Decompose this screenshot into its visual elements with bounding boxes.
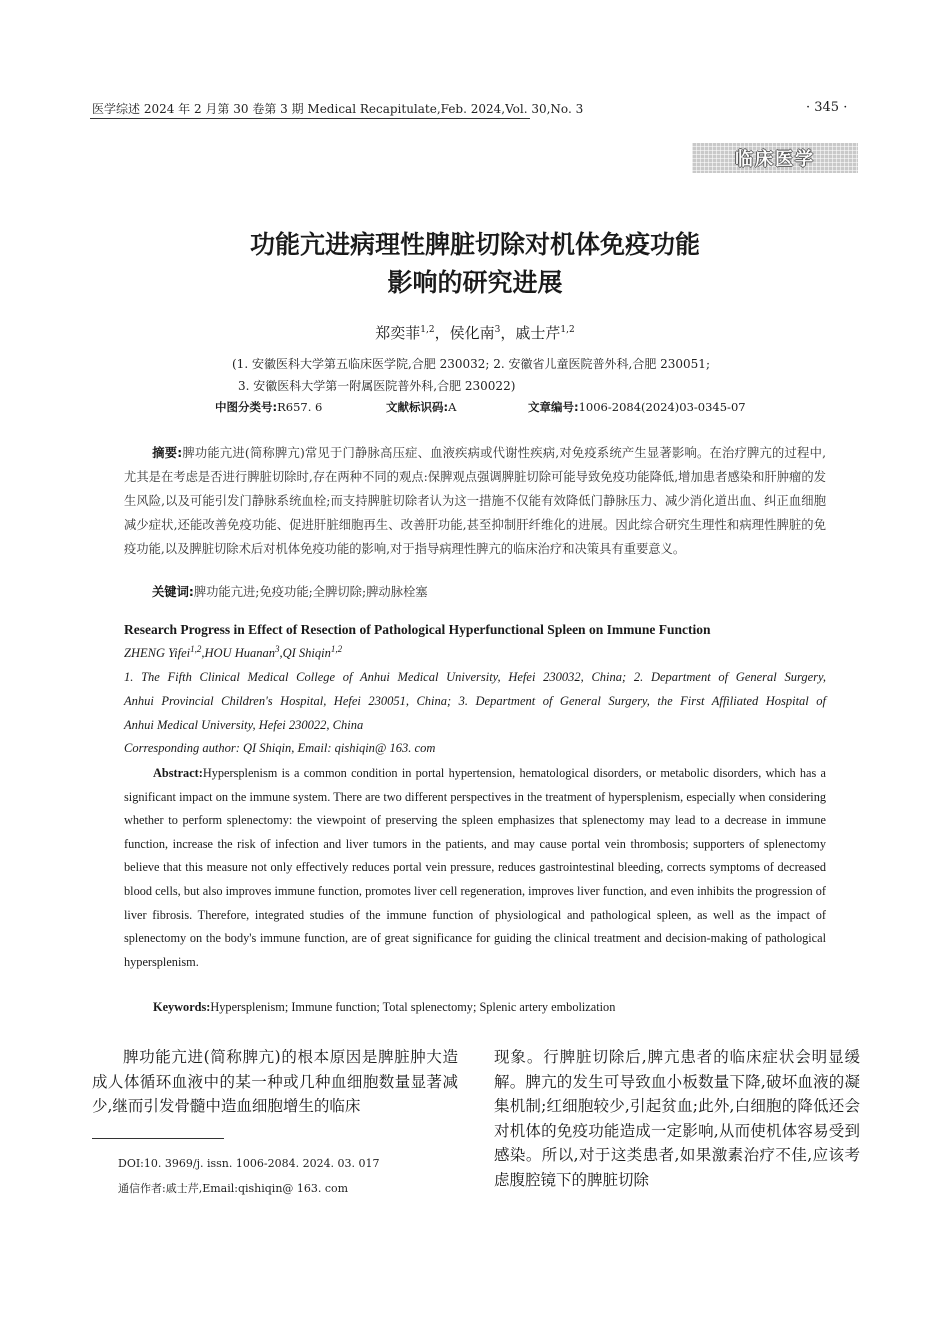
doc-label: 文献标识码: [386, 400, 449, 414]
art-value: 1006-2084(2024)03-0345-07 [578, 400, 746, 414]
author-3: 戚士芹 [515, 324, 561, 342]
keywords-en [153, 1000, 615, 1015]
title-line-2: 影响的研究进展 [387, 268, 563, 297]
clc-label: 中图分类号: [215, 400, 278, 414]
en-author-3: QI Shiqin [282, 646, 331, 660]
footnote-corresponding: 通信作者:戚士芹,Email:qishiqin@ 163. com [118, 1182, 349, 1195]
keywords-cn-text: 脾功能亢进;免疫功能;全脾切除;脾动脉栓塞 [193, 585, 428, 599]
footnote-doi: DOI:10. 3969/j. issn. 1006-2084. 2024. 03. 017 [118, 1157, 380, 1170]
abstract-en [124, 762, 826, 974]
author-3-affil: 1,2 [560, 325, 575, 335]
footnote-rule [92, 1138, 224, 1139]
author-sep: ， [434, 324, 450, 342]
abstract-cn-label: 摘要: [152, 446, 183, 460]
art-label: 文章编号: [528, 400, 579, 414]
en-author-2: HOU Huanan [204, 646, 275, 660]
clc-value: R657. 6 [277, 400, 323, 414]
english-affiliation-line-2: Anhui Provincial Children's Hospital, Hefei 230051, China; 3. Department of General Surgery, the First Affiliated Hospital of [124, 694, 826, 708]
author-2-affil: 3 [494, 325, 501, 335]
body-column-left: 脾功能亢进(简称脾亢)的根本原因是脾脏肿大造成人体循环血液中的某一种或几种血细胞数量显著减少,继而引发骨髓中造血细胞增生的临床 [92, 1048, 458, 1115]
en-author-sep: , [279, 646, 283, 660]
header-rule [90, 118, 530, 119]
section-tag-label: 临床医学 [735, 149, 815, 170]
en-author-1: ZHENG Yifei [124, 646, 191, 660]
affiliation-line-1: (1. 安徽医科大学第五临床医学院,合肥 230032; 2. 安徽省儿童医院普外科,合肥 230051; [232, 357, 710, 371]
en-author-sep: , [201, 646, 205, 660]
keywords-en-label: Keywords: [153, 1000, 211, 1014]
abstract-cn [124, 441, 826, 561]
english-affiliation-line-3: Anhui Medical University, Hefei 230022, China [124, 718, 364, 732]
english-title: Research Progress in Effect of Resection of Pathological Hyperfunctional Spleen on Immune Function [124, 622, 711, 637]
affiliation-line-2: 3. 安徽医科大学第一附属医院普外科,合肥 230022) [238, 379, 516, 393]
section-tag [692, 143, 858, 173]
abstract-en-label: Abstract: [153, 766, 203, 780]
keywords-en-text: Hypersplenism; Immune function; Total splenectomy; Splenic artery embolization [210, 1000, 616, 1014]
article-number [528, 399, 746, 415]
body-column-right: 现象。行脾脏切除后,脾亢患者的临床症状会明显缓解。脾亢的发生可导致血小板数量下降,破坏血液的凝集机制;红细胞较少,引起贫血;此外,白细胞的降低还会对机体的免疫功能造成一定影响,从而使机体容易受到感染。所以,对于这类患者,如果激素治疗不佳,应该考虑腹腔镜下的脾脏切除 [494, 1048, 860, 1189]
en-author-1-affil: 1,2 [190, 643, 202, 654]
document-code [386, 399, 456, 415]
author-1: 郑奕菲 [375, 324, 421, 342]
author-sep: ， [500, 324, 516, 342]
author-list [0, 322, 950, 343]
english-affiliation-line-1: 1. The Fifth Clinical Medical College of Anhui Medical University, Hefei 230032, China; 2. Department of General Surgery, [124, 670, 826, 684]
english-authors [124, 643, 343, 661]
doc-value: A [448, 400, 457, 414]
en-author-2-affil: 3 [274, 643, 280, 654]
keywords-cn [152, 582, 428, 600]
author-1-affil: 1,2 [420, 325, 435, 335]
corresponding-author: Corresponding author: QI Shiqin, Email: qishiqin@ 163. com [124, 741, 436, 755]
running-header: 医学综述 2024 年 2 月第 30 卷第 3 期 Medical Recapitulate,Feb. 2024,Vol. 30,No. 3 [92, 102, 584, 116]
page-number: · 345 · [806, 100, 848, 115]
title-line-1: 功能亢进病理性脾脏切除对机体免疫功能 [249, 230, 700, 259]
en-author-3-affil: 1,2 [330, 643, 343, 654]
abstract-en-text: Hypersplenism is a common condition in portal hypertension, hematological disorders, or metabolic disorders, which has a significant impact on the immune system. There are two different perspectives in the treatment of hypersplenism, especially when considering whether to perform splenectomy: the viewpoint of preserving the spleen emphasizes that splenectomy may lead to a decrease in immune function, increase the risk of infection and liver tumors in the patients, and may cause portal vein thrombosis; supporters of splenectomy believe that this measure not only effectively reduces portal vein pressure, reduces gastrointestinal bleeding, corrects symptoms of decreased blood cells, but also improves immune function, promotes liver cell regeneration, improves liver function, and even inhibits the progression of liver fibrosis. Therefore, integrated studies of the immune function of physiological and pathological spleen, as well as the impact of splenectomy on the body's immune function, are of great significance for guiding the clinical treatment and decision-making of pathological hypersplenism. [124, 766, 826, 969]
keywords-cn-label: 关键词: [152, 585, 194, 599]
clc-number [215, 399, 322, 415]
abstract-cn-text: 脾功能亢进(简称脾亢)常见于门静脉高压症、血液疾病或代谢性疾病,对免疫系统产生显著影响。在治疗脾亢的过程中,尤其是在考虑是否进行脾脏切除时,存在两种不同的观点:保脾观点强调脾脏切除可能导致免疫功能降低,增加患者感染和肝肿瘤的发生风险,以及可能引发门静脉系统血栓;而支持脾脏切除者认为这一措施不仅能有效降低门静脉压力、减少消化道出血、纠正血细胞减少症状,还能改善免疫功能、促进肝脏细胞再生、改善肝功能,甚至抑制肝纤维化的进展。因此综合研究生理性和病理性脾脏的免疫功能,以及脾脏切除术后对机体免疫功能的影响,对于指导病理性脾亢的临床治疗和决策具有重要意义。 [124, 446, 826, 556]
author-2: 侯化南 [449, 324, 495, 342]
